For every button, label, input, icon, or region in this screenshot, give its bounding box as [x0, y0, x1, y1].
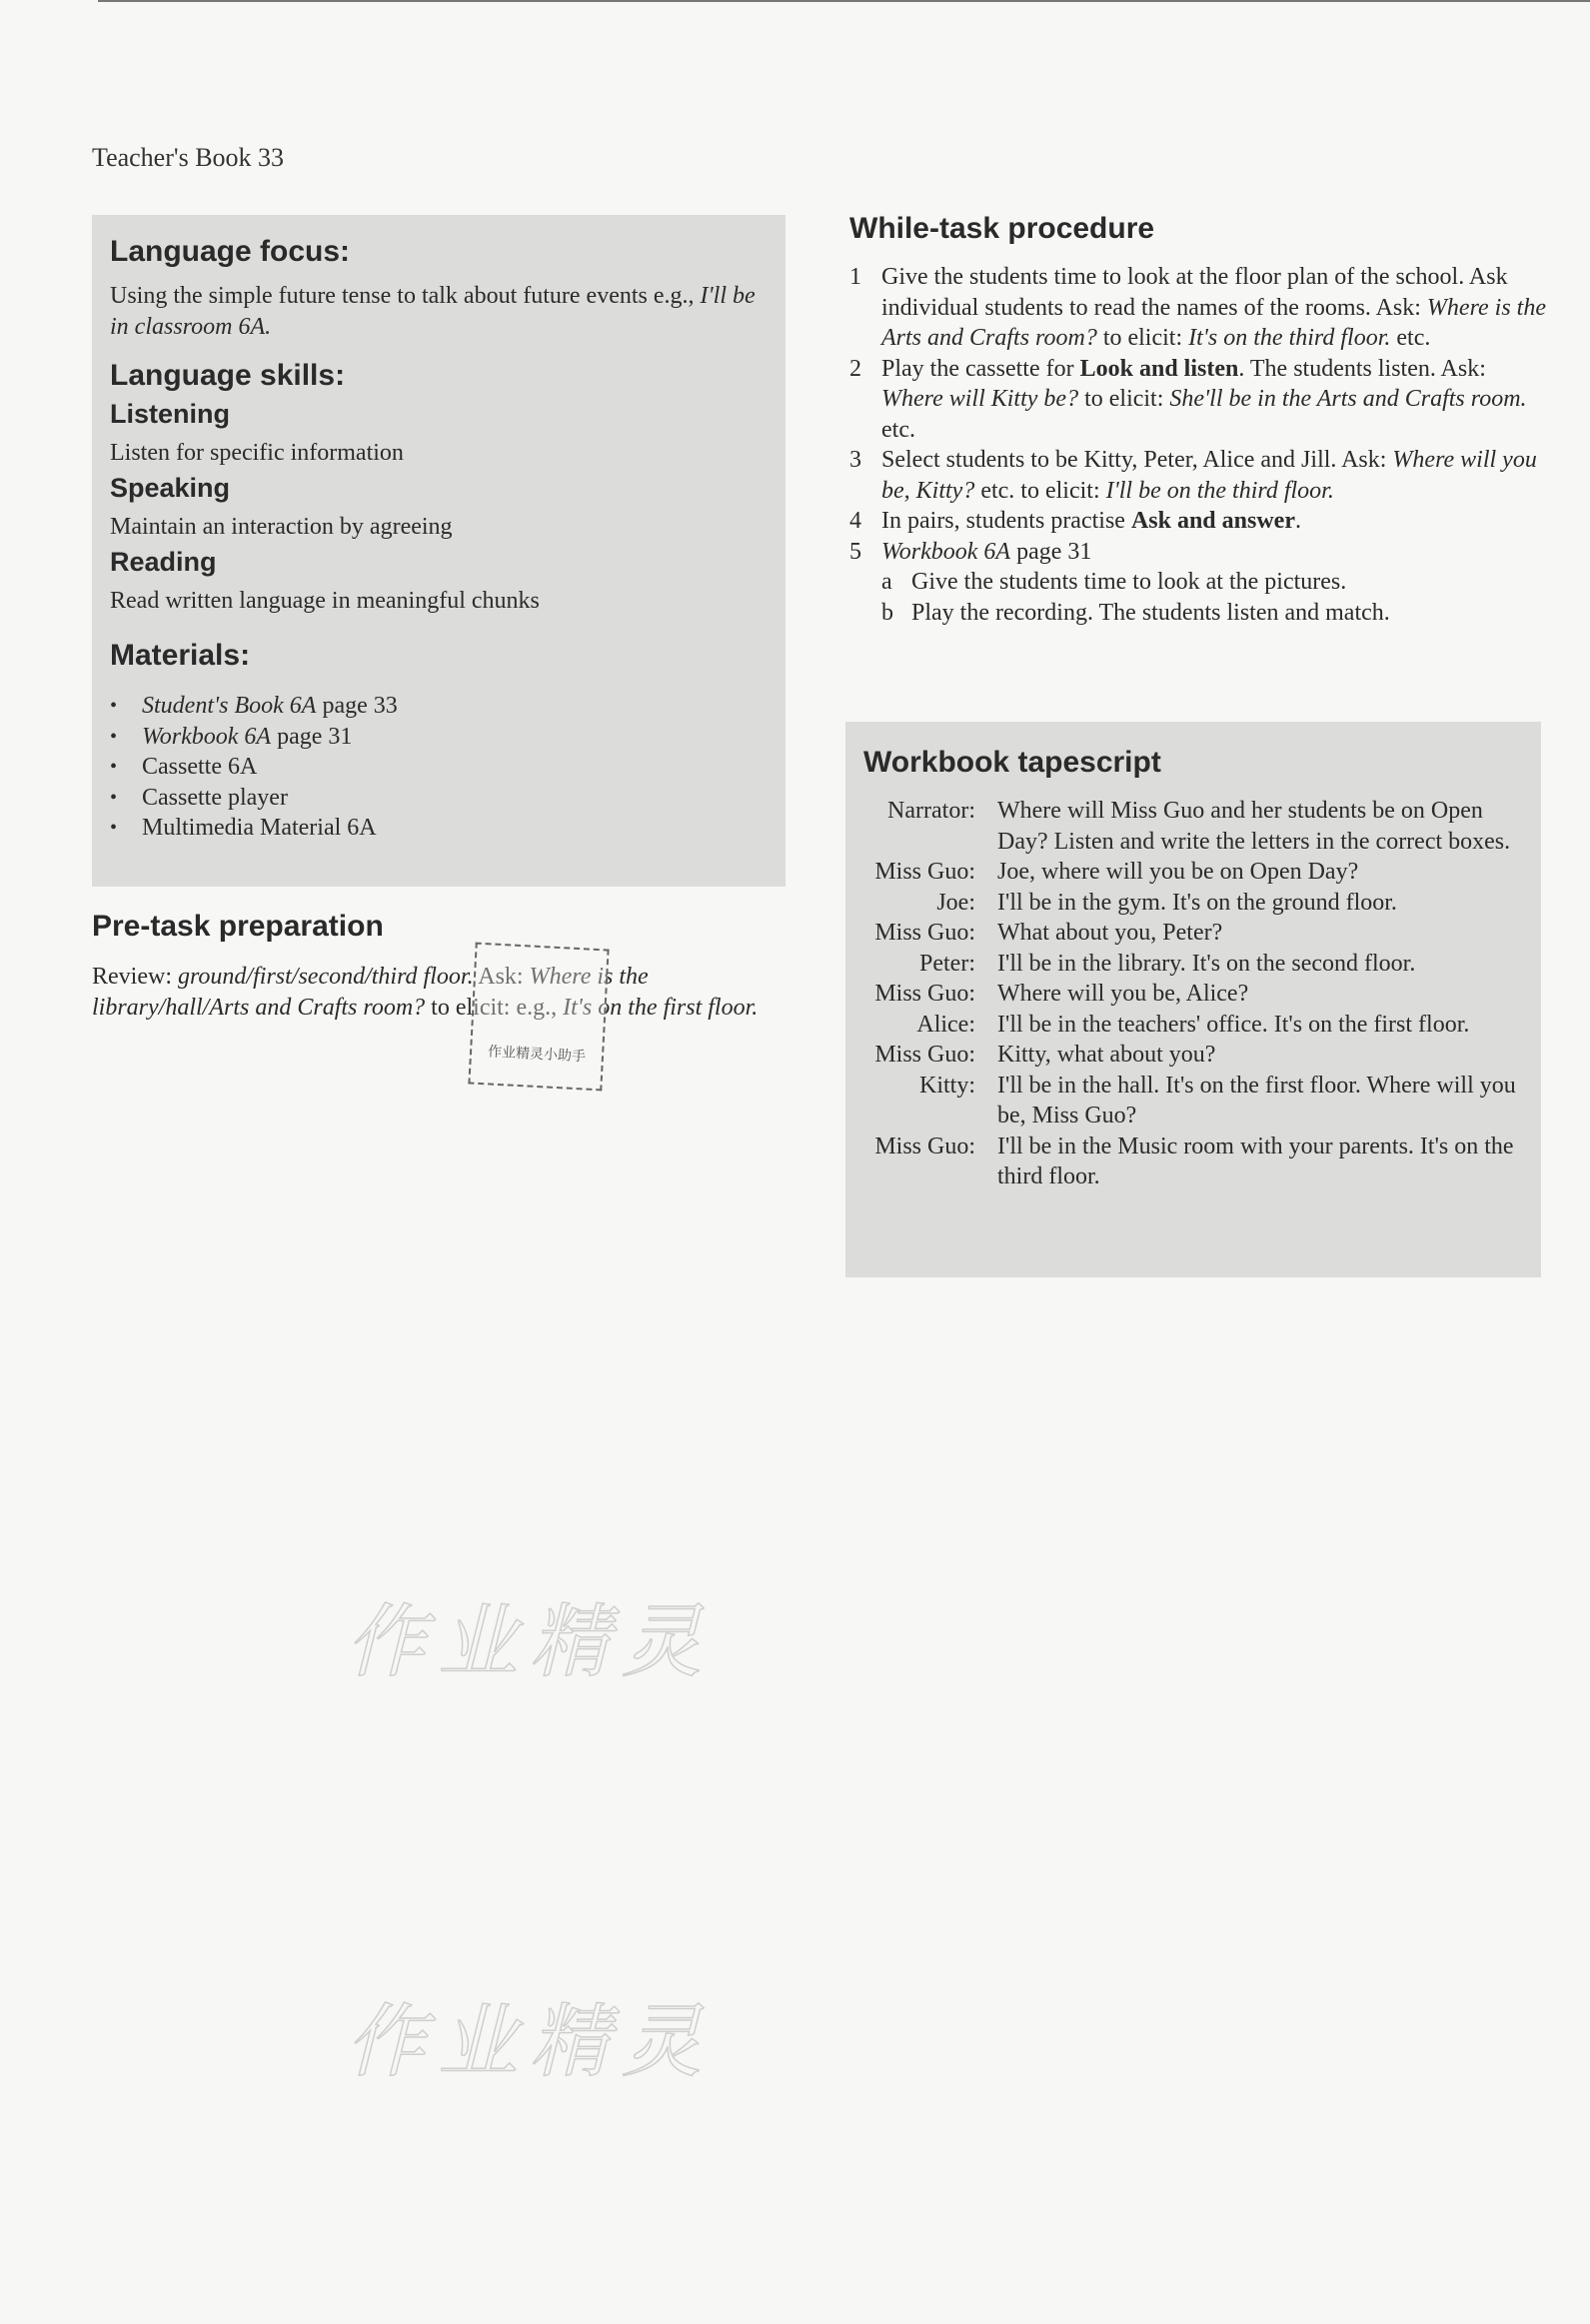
list-item: • Cassette player: [110, 783, 768, 814]
skill-text-listening: Listen for specific information: [110, 440, 404, 466]
language-focus-title: Language focus:: [110, 235, 351, 268]
list-item: 1 Give the students time to look at the floor plan of the school. Ask individual students to read the names of the rooms. Ask: Where is the Arts and Crafts room? to elicit: It's on the third floor. etc.: [849, 264, 1546, 351]
table-row: Miss Guo: Where will you be, Alice?: [874, 981, 1249, 1007]
tapescript-title: Workbook tapescript: [863, 746, 1161, 779]
language-skills-title: Language skills:: [110, 359, 346, 392]
list-item: 3 Select students to be Kitty, Peter, Alice and Jill. Ask: Where will you be, Kitty? etc. to elicit: I'll be on the third floor.: [849, 447, 1537, 504]
while-task-section: [849, 212, 1549, 628]
list-item: 4 In pairs, students practise Ask and answer.: [849, 508, 1301, 534]
list-item: b Play the recording. The students listen and match.: [881, 599, 1390, 626]
list-item: • Cassette 6A: [110, 752, 768, 783]
skill-text-speaking: Maintain an interaction by agreeing: [110, 514, 453, 540]
table-row: Joe: I'll be in the gym. It's on the ground floor.: [936, 889, 1397, 916]
table-row: Alice: I'll be in the teachers' office. It's on the first floor.: [916, 1011, 1470, 1038]
table-row: Miss Guo: What about you, Peter?: [874, 920, 1223, 946]
table-row: Miss Guo: Kitty, what about you?: [874, 1042, 1216, 1068]
pre-task-text: Review: ground/first/second/third floor. Ask: Where is the library/hall/Arts and Crafts room? to elicit: e.g., It's on the first floor.: [92, 964, 759, 1021]
list-item: a Give the students time to look at the pictures.: [881, 569, 1347, 595]
table-row: Peter: I'll be in the library. It's on the second floor.: [919, 950, 1416, 977]
table-row: Miss Guo: Joe, where will you be on Open Day?: [874, 859, 1359, 885]
list-item: 5 Workbook 6A page 31: [849, 538, 1092, 565]
page-header: Teacher's Book 33: [92, 143, 285, 172]
table-row: Miss Guo: I'll be in the Music room with your parents. It's on the third floor.: [874, 1133, 1514, 1189]
language-focus-text: Using the simple future tense to talk about future events e.g., I'll be in classroom 6A.: [110, 283, 756, 340]
skill-heading-reading: Reading: [110, 547, 217, 577]
list-item: 2 Play the cassette for Look and listen. The students listen. Ask: Where will Kitty be? to elicit: She'll be in the Arts and Crafts room. etc.: [849, 355, 1527, 443]
skill-heading-speaking: Speaking: [110, 473, 231, 503]
materials-title: Materials:: [110, 639, 251, 672]
objectives-box: [92, 215, 786, 887]
tapescript-box: [845, 722, 1541, 1277]
table-row: Narrator: Where will Miss Guo and her students be on Open Day? Listen and write the letters in the correct boxes.: [887, 798, 1511, 855]
skill-text-reading: Read written language in meaningful chunks: [110, 588, 540, 614]
watermark: 作业精灵: [346, 1595, 714, 1688]
table-row: Kitty: I'll be in the hall. It's on the first floor. Where will you be, Miss Guo?: [918, 1072, 1516, 1129]
stamp-mark: 作业精灵小助手: [468, 943, 609, 1092]
while-task-title: While-task procedure: [849, 212, 1155, 245]
top-rule: [98, 0, 1590, 2]
watermark: 作业精灵: [346, 1995, 714, 2088]
pre-task-section: [92, 910, 792, 1024]
list-item: • Multimedia Material 6A: [110, 813, 768, 844]
pre-task-title: Pre-task preparation: [92, 910, 384, 943]
skill-heading-listening: Listening: [110, 399, 230, 429]
list-item: • Workbook 6A page 31: [110, 722, 768, 753]
materials-list: [110, 691, 768, 844]
list-item: • Student's Book 6A page 33: [110, 691, 768, 722]
